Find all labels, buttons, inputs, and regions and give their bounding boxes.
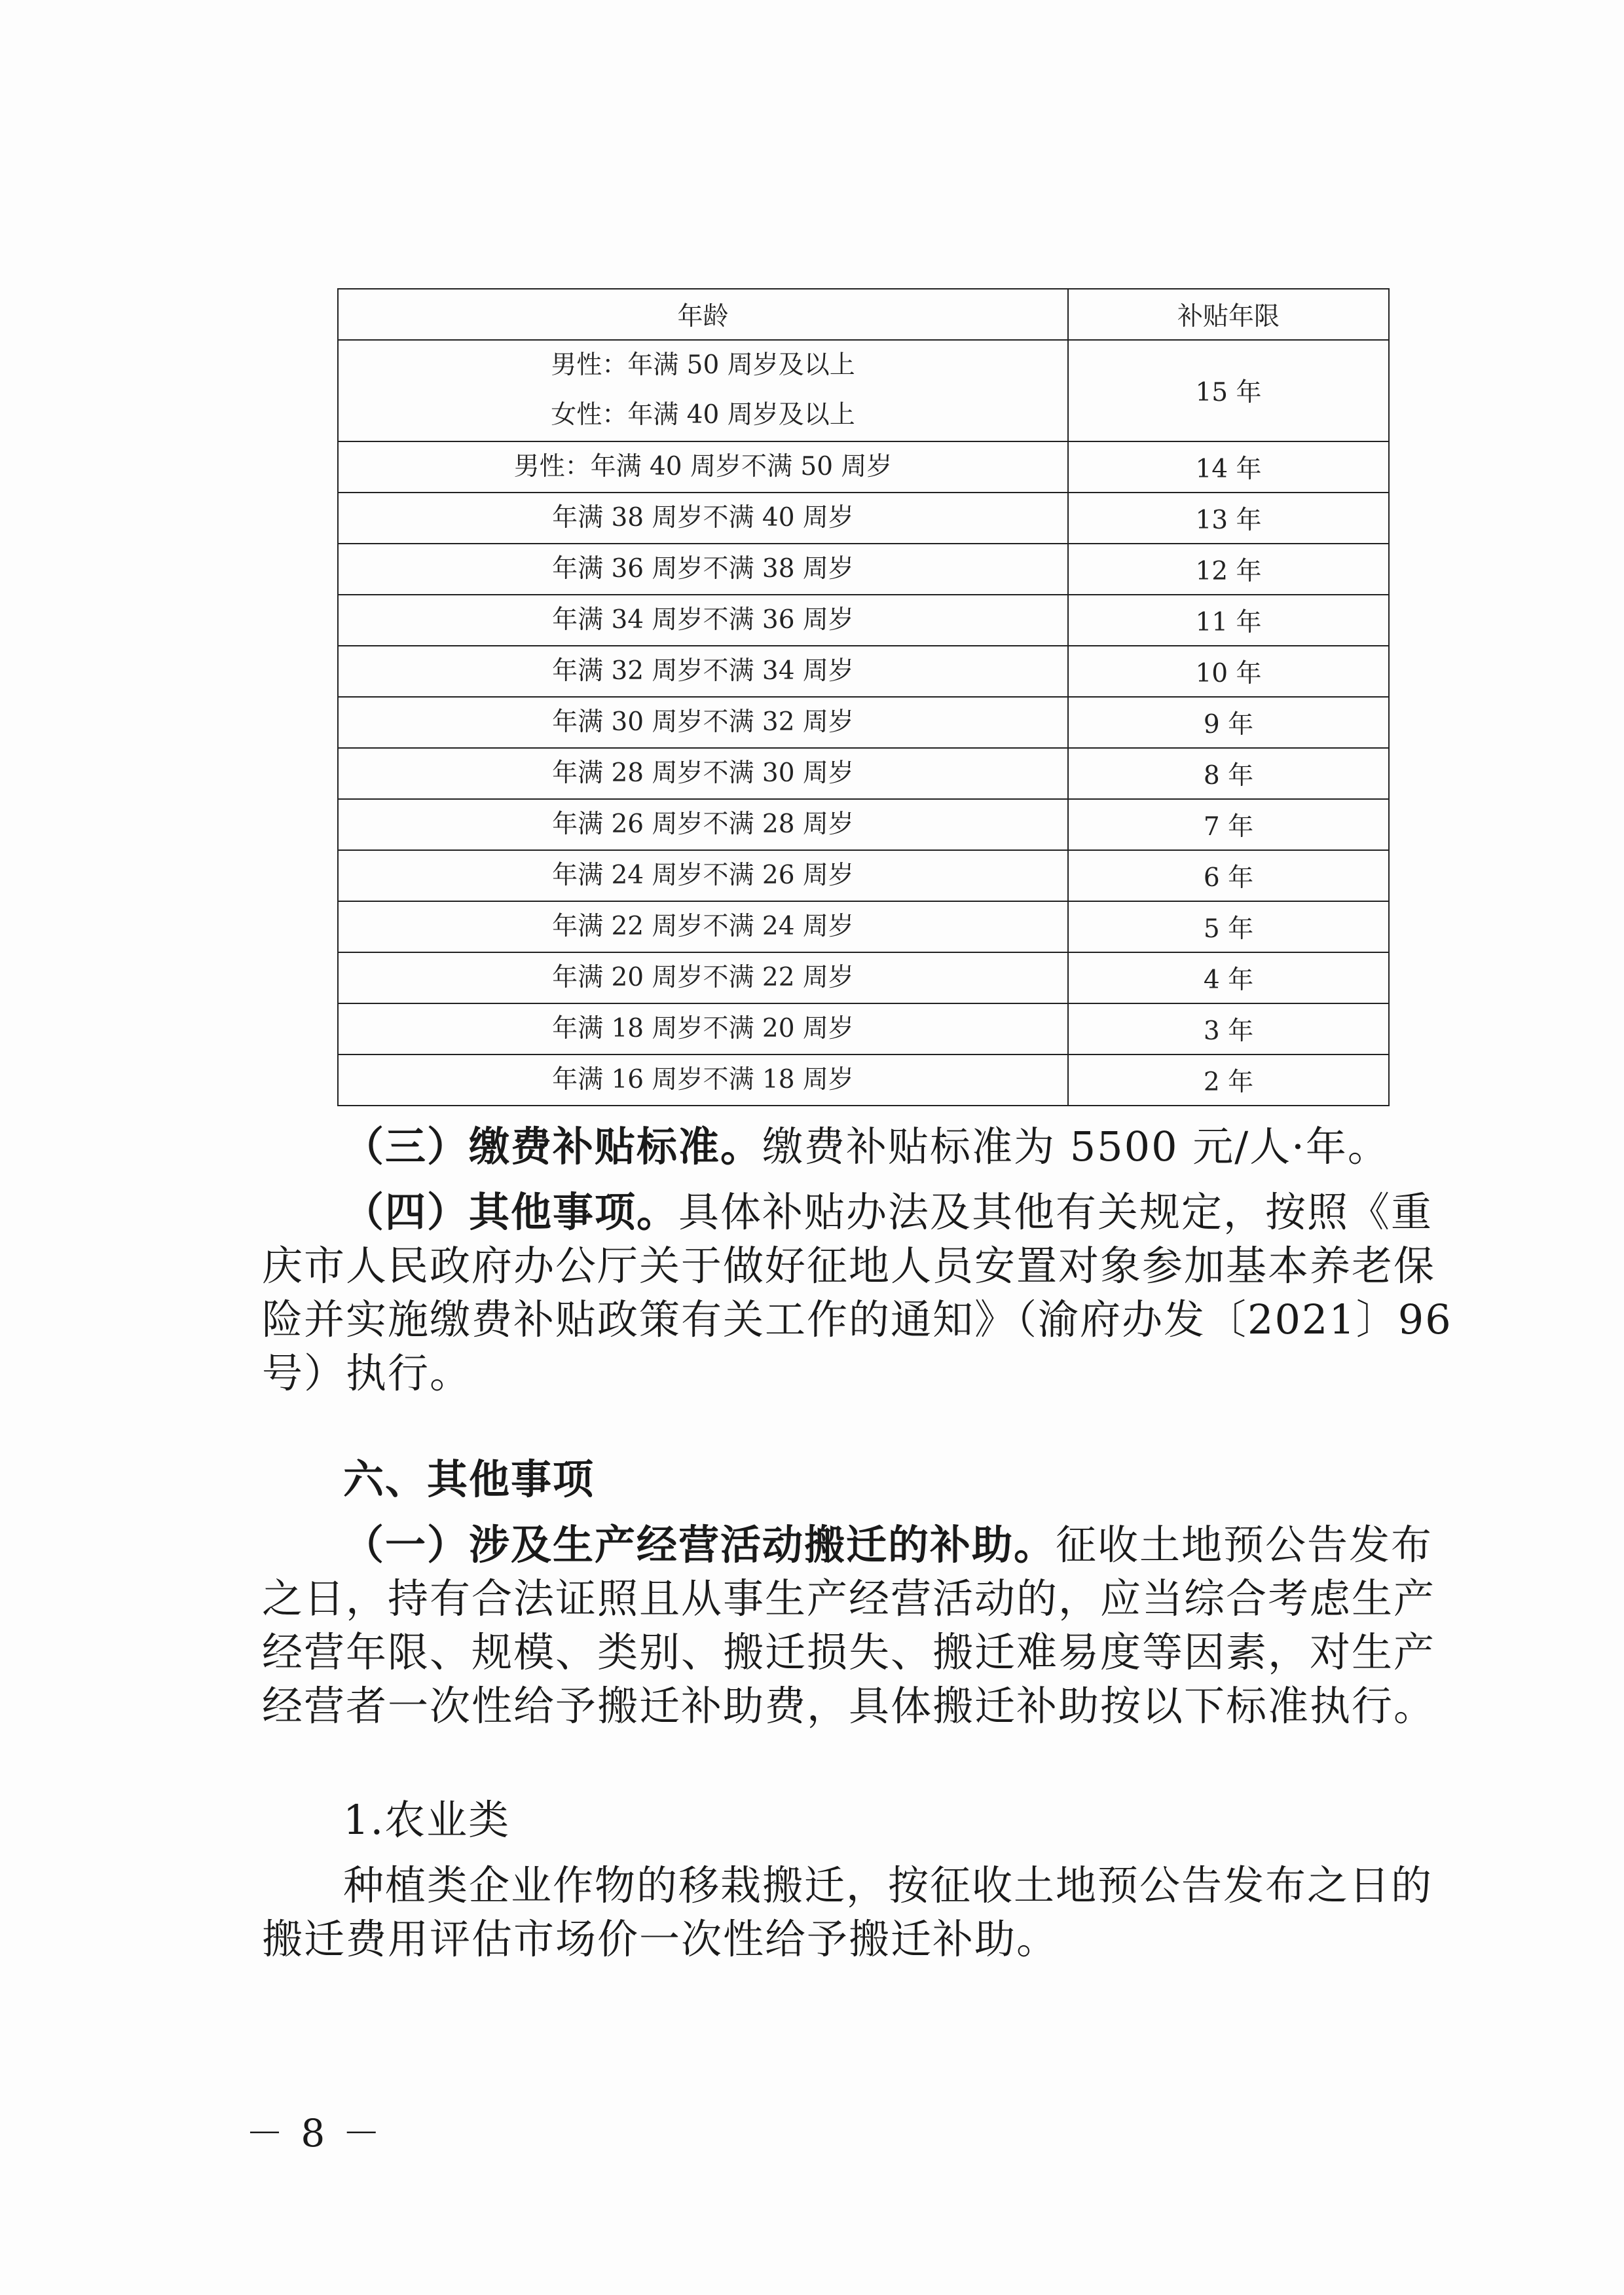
section-4-body: 具体补贴办法及其他有关规定，按照《重庆市人民政府办公厅关于做好征地人员安置对象参加基本养老保险并实施缴费补贴政策有关工作的通知》（渝府办发〔2021〕96 号）执行。 [262, 1188, 1452, 1397]
years-cell: 10 年 [1068, 646, 1389, 697]
heading-other-matters: 六、其他事项 [343, 1455, 595, 1503]
table-row [338, 1054, 1389, 1106]
age-cell [338, 340, 1068, 441]
age-line: 年满 20 周岁不满 22 周岁 [552, 962, 854, 992]
age-line: 年满 34 周岁不满 36 周岁 [552, 605, 854, 635]
table-row [338, 340, 1389, 441]
age-line: 男性：年满 40 周岁不满 50 周岁 [513, 451, 893, 481]
age-line: 男性：年满 50 周岁及以上 [551, 350, 855, 380]
age-cell [338, 595, 1068, 646]
table-row [338, 697, 1389, 748]
header-age: 年龄 [338, 289, 1068, 340]
section-6-1-lead: （一）涉及生产经营活动搬迁的补助。 [343, 1521, 1056, 1569]
section-4-paragraph [262, 1185, 1460, 1400]
table-row [338, 901, 1389, 952]
age-cell [338, 748, 1068, 799]
table-header-row [338, 289, 1389, 340]
table-row [338, 1003, 1389, 1054]
section-3-paragraph [262, 1120, 1460, 1174]
age-cell [338, 441, 1068, 493]
age-cell [338, 646, 1068, 697]
table-row [338, 748, 1389, 799]
section-6-1-paragraph [262, 1518, 1460, 1733]
years-cell: 8 年 [1068, 748, 1389, 799]
table-row [338, 799, 1389, 850]
age-cell [338, 952, 1068, 1003]
section-6-1-body: 征收土地预公告发布之日，持有合法证照且从事生产经营活动的，应当综合考虑生产经营年限、规模、类别、搬迁损失、搬迁难易度等因素，对生产经营者一次性给予搬迁补助费，具体搬迁补助按以下标准执行。 [262, 1521, 1436, 1730]
age-line: 年满 24 周岁不满 26 周岁 [552, 860, 854, 890]
table-row [338, 493, 1389, 544]
age-cell [338, 799, 1068, 850]
years-cell: 14 年 [1068, 441, 1389, 493]
age-line: 年满 28 周岁不满 30 周岁 [552, 758, 854, 788]
age-line: 年满 30 周岁不满 32 周岁 [552, 707, 854, 737]
age-line: 年满 38 周岁不满 40 周岁 [552, 502, 854, 532]
age-line: 年满 26 周岁不满 28 周岁 [552, 809, 854, 839]
table-row [338, 544, 1389, 595]
age-line: 年满 32 周岁不满 34 周岁 [552, 656, 854, 686]
years-cell: 7 年 [1068, 799, 1389, 850]
agriculture-paragraph: 种植类企业作物的移栽搬迁，按征收土地预公告发布之日的搬迁费用评估市场价一次性给予搬迁补助。 [262, 1861, 1433, 1963]
years-cell: 4 年 [1068, 952, 1389, 1003]
header-subsidy-years: 补贴年限 [1068, 289, 1389, 340]
years-cell: 13 年 [1068, 493, 1389, 544]
table-row [338, 646, 1389, 697]
table-body [338, 340, 1389, 1106]
table-row [338, 850, 1389, 901]
age-cell [338, 1003, 1068, 1054]
section-3-lead: （三）缴费补贴标准。 [343, 1123, 763, 1170]
age-line: 女性：年满 40 周岁及以上 [551, 400, 855, 430]
subsidy-years-table [337, 288, 1390, 1106]
age-cell [338, 901, 1068, 952]
years-cell: 6 年 [1068, 850, 1389, 901]
age-line: 年满 16 周岁不满 18 周岁 [552, 1064, 854, 1094]
age-line: 年满 36 周岁不满 38 周岁 [552, 553, 854, 584]
age-line: 年满 22 周岁不满 24 周岁 [552, 911, 854, 941]
years-cell: 9 年 [1068, 697, 1389, 748]
years-cell: 5 年 [1068, 901, 1389, 952]
age-cell [338, 697, 1068, 748]
section-4-lead: （四）其他事项。 [343, 1188, 679, 1236]
years-cell: 2 年 [1068, 1054, 1389, 1106]
age-line: 年满 18 周岁不满 20 周岁 [552, 1013, 854, 1043]
age-cell [338, 493, 1068, 544]
subheading-agriculture: 1.农业类 [343, 1796, 511, 1844]
page-number: － 8 － [246, 2111, 383, 2155]
age-cell [338, 1054, 1068, 1106]
years-cell: 15 年 [1068, 340, 1389, 441]
table-row [338, 441, 1389, 493]
years-cell: 12 年 [1068, 544, 1389, 595]
table-row [338, 595, 1389, 646]
years-cell: 11 年 [1068, 595, 1389, 646]
table-row [338, 952, 1389, 1003]
age-cell [338, 544, 1068, 595]
years-cell: 3 年 [1068, 1003, 1389, 1054]
section-3-body: 缴费补贴标准为 5500 元/人·年。 [762, 1123, 1390, 1170]
age-cell [338, 850, 1068, 901]
